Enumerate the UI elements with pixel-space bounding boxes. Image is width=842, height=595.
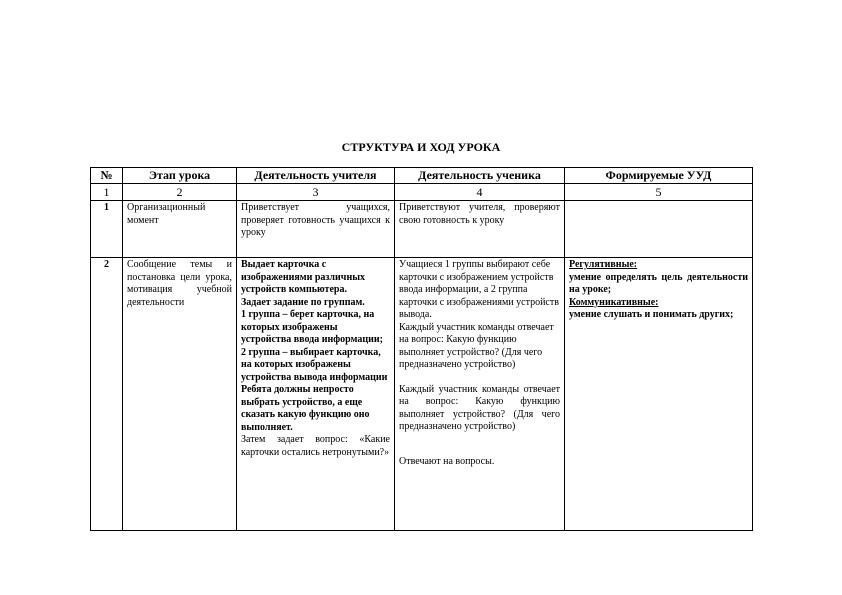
- lesson-structure-table: [90, 167, 753, 531]
- student-activity-cell: [395, 258, 565, 531]
- uud-cell: [565, 201, 753, 258]
- student-line: Отвечают на вопросы.: [399, 455, 495, 467]
- teacher-activity-cell: [237, 258, 395, 531]
- teacher-line: 2 группа – выбирает карточка, на которых изображены устройства вывода информации: [241, 346, 388, 383]
- table-row: [91, 258, 753, 531]
- teacher-question: Затем задает вопрос: «Какие карточки остались нетронутыми?»: [241, 434, 390, 458]
- header-number: №: [91, 168, 123, 184]
- teacher-line: 1 группа – берет карточка, на которых изображены устройства ввода информации;: [241, 309, 383, 345]
- teacher-line: Задает задание по группам.: [241, 296, 365, 308]
- uud-cell: [565, 258, 753, 531]
- teacher-line: Ребята должны непросто выбрать устройство, а еще сказать какую функцию оно выполняет.: [241, 384, 370, 433]
- table-row: [91, 201, 753, 258]
- student-activity-cell: Приветствуют учителя, проверяют свою готовность к уроку: [395, 201, 565, 258]
- header-uud: Формируемые УУД: [565, 168, 753, 184]
- column-number: 4: [395, 184, 565, 201]
- row-number: 2: [91, 258, 123, 531]
- uud-communicative-text: умение слушать и понимать других;: [569, 309, 734, 320]
- column-number-row: [91, 184, 753, 201]
- uud-communicative-label: Коммуникативные:: [569, 296, 659, 308]
- stage-cell: Сообщение темы и постановка цели урока, мотивация учебной деятельности: [123, 258, 237, 531]
- uud-regulatory-label: Регулятивные:: [569, 259, 638, 270]
- student-line: Учащиеся 1 группы выбирают себе карточки с изображением устройств ввода информации, а 2 группа карточки с изображениями устройств вывода.: [399, 259, 559, 320]
- row-number: 1: [91, 201, 123, 258]
- student-line: Каждый участник команды отвечает на вопрос: Какую функцию выполняет устройство? (Для чего предназначено устройство): [399, 383, 560, 432]
- column-number: 1: [91, 184, 123, 201]
- header-stage: Этап урока: [123, 168, 237, 184]
- student-line: Каждый участник команды отвечает на вопрос: Какую функцию выполняет устройство? (Для чего предназначено устройство): [399, 321, 554, 370]
- stage-cell: Организационный момент: [123, 201, 237, 258]
- page-title: СТРУКТУРА И ХОД УРОКА: [341, 140, 501, 154]
- teacher-activity-cell: Приветствует учащихся, проверяет готовность учащихся к уроку: [237, 201, 395, 258]
- header-student-activity: Деятельность ученика: [395, 168, 565, 184]
- uud-regulatory-text: умение определять цель деятельности на уроке;: [569, 271, 748, 295]
- column-number: 5: [565, 184, 753, 201]
- header-teacher-activity: Деятельность учителя: [237, 168, 395, 184]
- table-header-row: [91, 168, 753, 184]
- column-number: 3: [237, 184, 395, 201]
- column-number: 2: [123, 184, 237, 201]
- teacher-line: Выдает карточка с изображениями различных устройств компьютера.: [241, 259, 366, 295]
